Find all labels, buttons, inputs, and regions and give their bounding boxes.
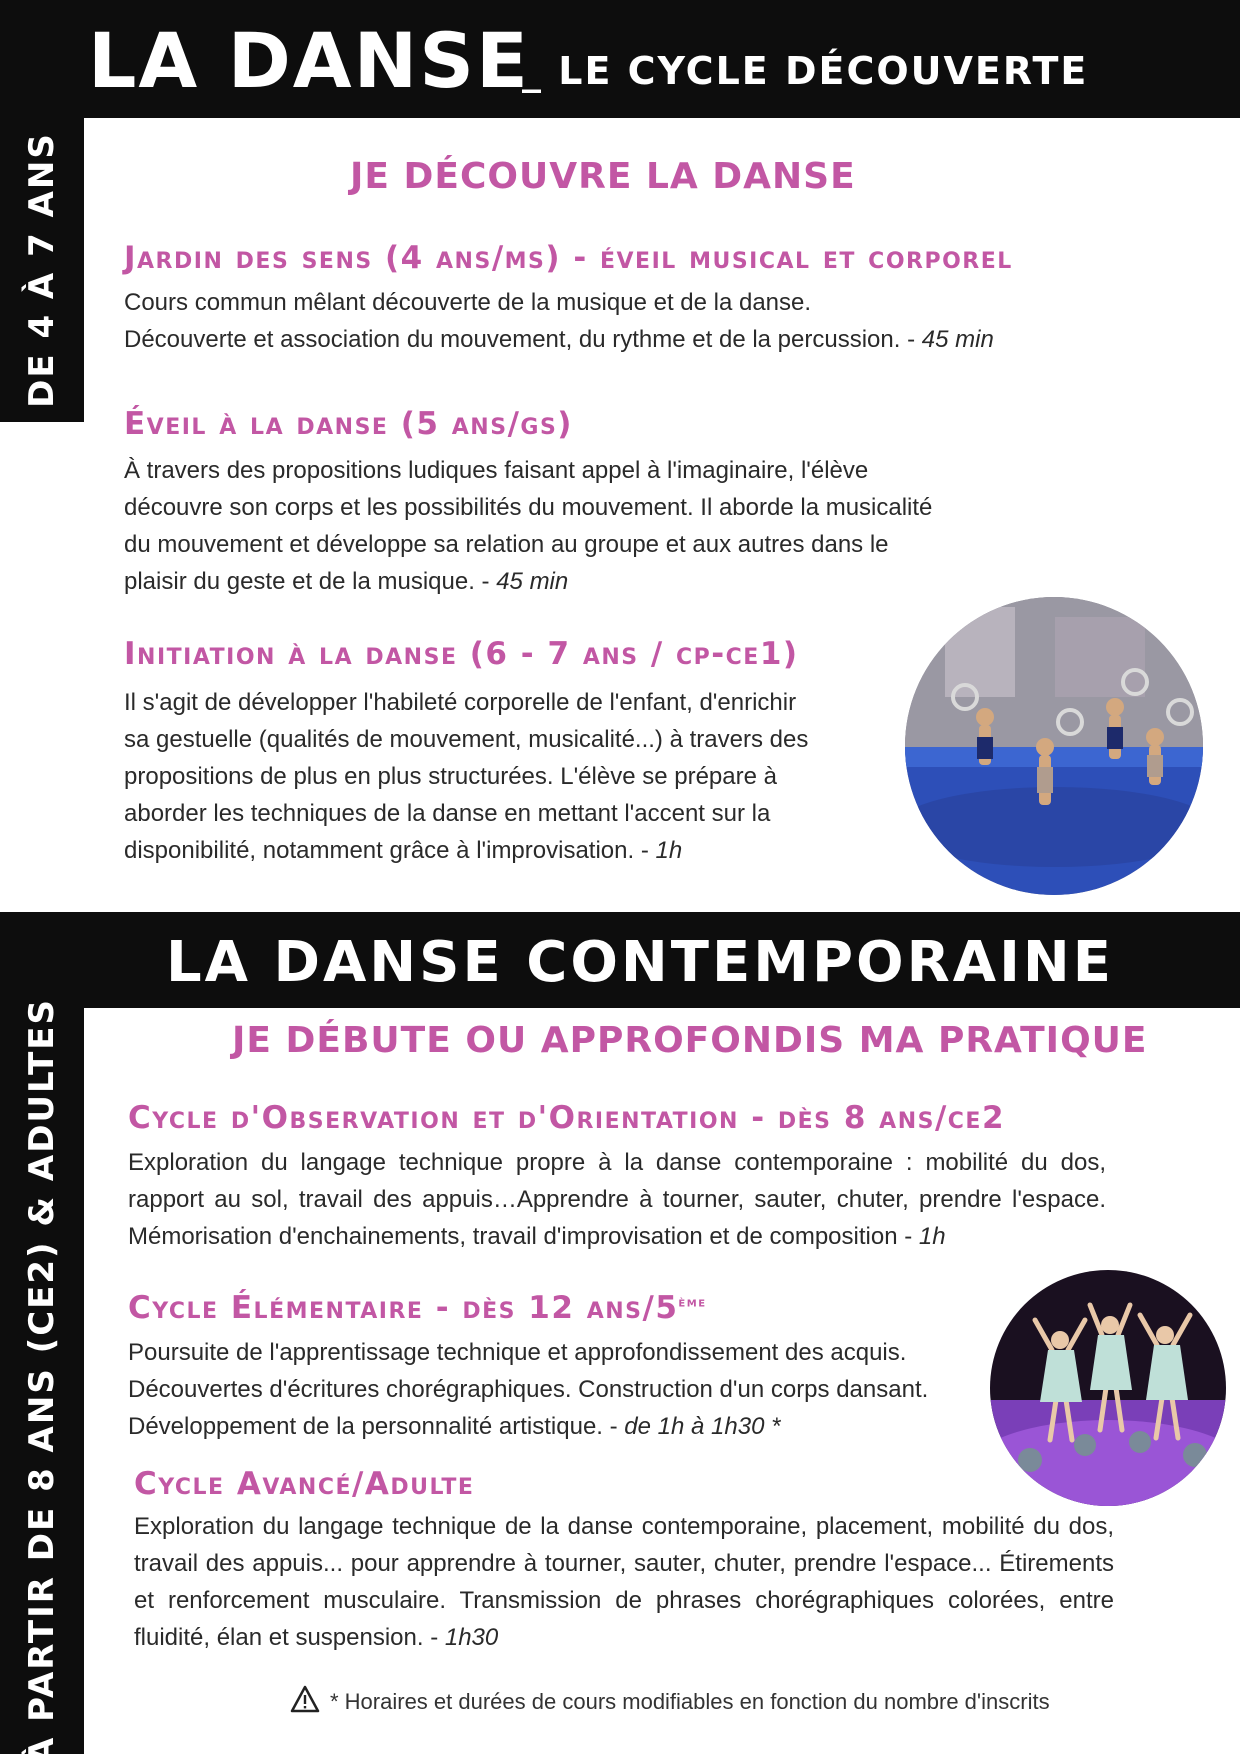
course-title-avance: Cycle Avancé/Adulte — [134, 1466, 475, 1502]
course-title-observation: Cycle d'Observation et d'Orientation - dès 8 ans/ce2 — [128, 1100, 1006, 1136]
course-desc-observation: Exploration du langage technique propre à la danse contemporaine : mobilité du dos, rapport au sol, travail des appuis…Apprendre à tourner, sauter, chuter, prendre l'espace. Mémorisation d'enchainements, travail d'improvisation et de composition - 1h — [128, 1149, 1106, 1250]
course-title-elementaire: Cycle Élémentaire - dès 12 ans/5ème — [128, 1290, 707, 1326]
age-band-label: DE 4 À 7 ANS — [22, 132, 62, 408]
course-duration: 1h — [655, 837, 683, 864]
warning-icon — [290, 1685, 320, 1719]
footnote-text: * Horaires et durées de cours modifiables en fonction du nombre d'inscrits — [330, 1689, 1050, 1714]
course-desc-initiation: Il s'agit de développer l'habileté corporelle de l'enfant, d'enrichir sa gestuelle (qualités de mouvement, musicalité...) à travers des propositions de plus en plus structurées. L'élève se prépare à aborder les techniques de la danse en mettant l'accent sur la disponibilité, notamment grâce à l'improvisation. - 1h — [124, 689, 809, 864]
course-duration: de 1h à 1h30 * — [624, 1413, 781, 1440]
photo-initiation-stage — [905, 597, 1203, 895]
page-title: LA DANSE — [88, 16, 530, 105]
age-band-8-adultes — [0, 998, 84, 1764]
page-subtitle: _ LE CYCLE DÉCOUVERTE — [522, 49, 1089, 93]
course-duration: 1h — [918, 1223, 946, 1250]
course-duration: 45 min — [496, 568, 569, 595]
course-desc-eveil: À travers des propositions ludiques faisant appel à l'imaginaire, l'élève découvre son corps et les possibilités du mouvement. Il aborde la musicalité du mouvement et développe sa relation au groupe et aux autres dans le plaisir du geste et de la musique. - 45 min — [124, 457, 933, 595]
course-title-eveil: Éveil à la danse (5 ans/gs) — [124, 406, 573, 442]
course-desc-elementaire: Poursuite de l'apprentissage technique et approfondissement des acquis. Découvertes d'écritures chorégraphiques. Construction d'un corps dansant. Développement de la personnalité artistique. - de 1h à 1h30 * — [128, 1339, 929, 1440]
age-band-4-7 — [0, 118, 84, 422]
course-duration: 45 min — [921, 326, 994, 353]
photo-elementaire-stage — [990, 1270, 1226, 1506]
section-header-title: LA DANSE CONTEMPORAINE — [165, 930, 1115, 995]
course-desc-jardin: Cours commun mêlant découverte de la musique et de la danse. Découverte et association du mouvement, du rythme et de la percussion. - 45 min — [124, 289, 994, 353]
section-title-decouvre: JE DÉCOUVRE LA DANSE — [350, 156, 856, 197]
course-desc-avance: Exploration du langage technique de la danse contemporaine, placement, mobilité du dos, travail des appuis... pour apprendre à tourner, sauter, chuter, prendre l'espace... Étirements et renforcement musculaire. Transmission de phrases chorégraphiques colorées, entre fluidité, élan et suspension. - 1h30 — [134, 1513, 1114, 1651]
header-bar-danse — [0, 0, 1240, 118]
course-duration: 1h30 — [444, 1624, 499, 1651]
footnote — [290, 1685, 1050, 1719]
section-title-debute: JE DÉBUTE OU APPROFONDIS MA PRATIQUE — [232, 1020, 1148, 1061]
course-title-jardin: Jardin des sens (4 ans/ms) - éveil musical et corporel — [124, 240, 1013, 276]
age-band-label: À PARTIR DE 8 ANS (CE2) & ADULTES — [22, 998, 62, 1764]
header-bar-contemporaine — [0, 912, 1240, 1008]
course-title-initiation: Initiation à la danse (6 - 7 ans / cp-ce1) — [124, 636, 799, 672]
